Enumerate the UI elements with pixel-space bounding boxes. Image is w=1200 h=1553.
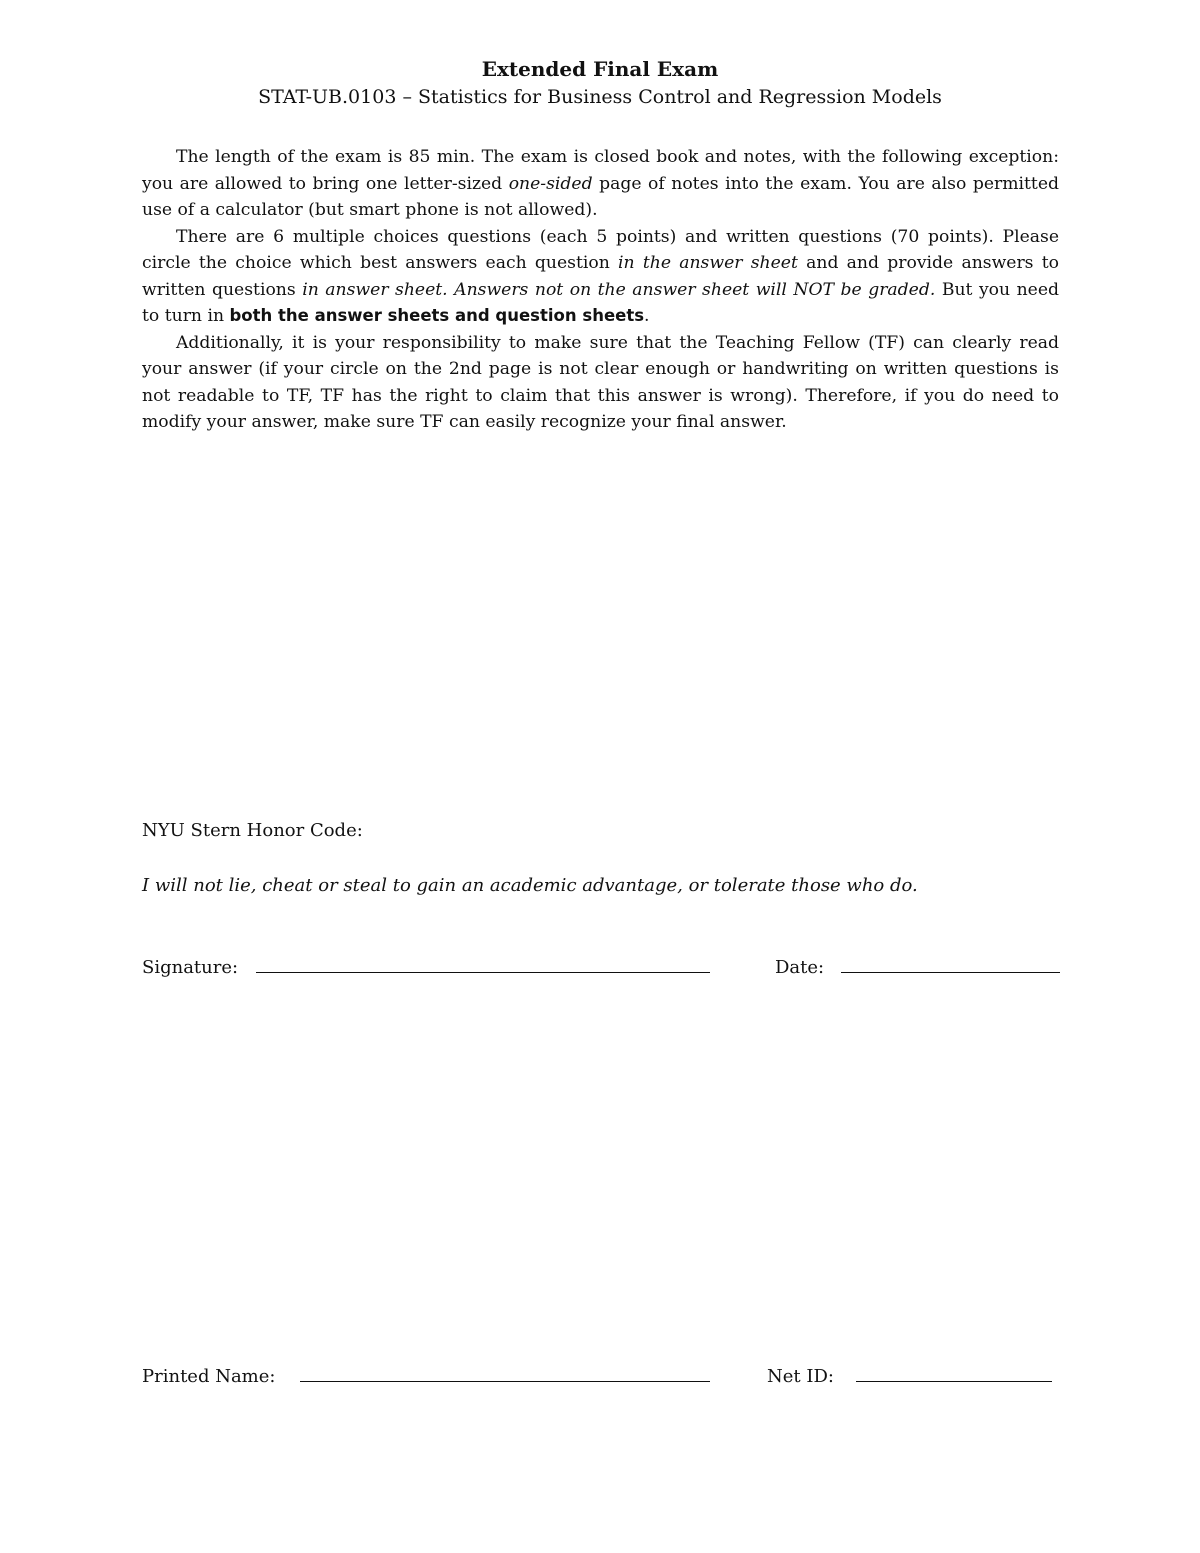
- net-id-label: Net ID:: [767, 1366, 834, 1387]
- text-span: The length of the exam is 85 min. The exam is closed book and notes, with the following exception: you are allowed to bring one letter-sized: [142, 147, 1059, 194]
- text-span: But you need to turn in: [142, 279, 1059, 326]
- text-span: There are 6 multiple choices questions (each 5 points) and written questions (70 points). Please circle the choice which best answers each question: [142, 226, 1059, 273]
- course-subtitle: STAT-UB.0103 – Statistics for Business Control and Regression Models: [258, 86, 942, 108]
- net-id-line[interactable]: [856, 1381, 1052, 1382]
- printed-name-line[interactable]: [300, 1381, 710, 1382]
- signature-label: Signature:: [142, 957, 239, 978]
- emphasis-one-sided: one-sided: [508, 173, 593, 194]
- text-span: page of notes into the exam. You are also permitted use of a calculator (but smart phone is not allowed).: [142, 173, 1059, 220]
- exam-title: Extended Final Exam: [481, 57, 719, 81]
- emphasis-grading-warning: in answer sheet. Answers not on the answer sheet will NOT be graded.: [302, 279, 936, 300]
- emphasis-answer-sheet: in the answer sheet: [618, 253, 798, 273]
- printed-name-label: Printed Name:: [142, 1366, 276, 1387]
- honor-code-heading: NYU Stern Honor Code:: [142, 820, 363, 841]
- instructions-paragraph-1: [142, 144, 1059, 224]
- date-line[interactable]: [841, 972, 1060, 973]
- text-span: .: [644, 306, 650, 326]
- signature-line[interactable]: [256, 972, 710, 973]
- exam-instructions: [142, 144, 1059, 436]
- bold-turn-in-sheets: both the answer sheets and question sheets: [229, 306, 645, 325]
- text-span: and and provide answers to written questions: [142, 253, 1060, 300]
- instructions-paragraph-3: Additionally, it is your responsibility to make sure that the Teaching Fellow (TF) can clearly read your answer (if your circle on the 2nd page is not clear enough or handwriting on written questions is not readable to TF, TF has the right to claim that this answer is wrong). Therefore, if you do need to modify your answer, make sure TF can easily recognize your final answer.: [142, 332, 1059, 432]
- instructions-paragraph-2: [142, 224, 1059, 330]
- date-label: Date:: [775, 957, 825, 978]
- honor-code-pledge: I will not lie, cheat or steal to gain an academic advantage, or tolerate those who do.: [142, 875, 918, 896]
